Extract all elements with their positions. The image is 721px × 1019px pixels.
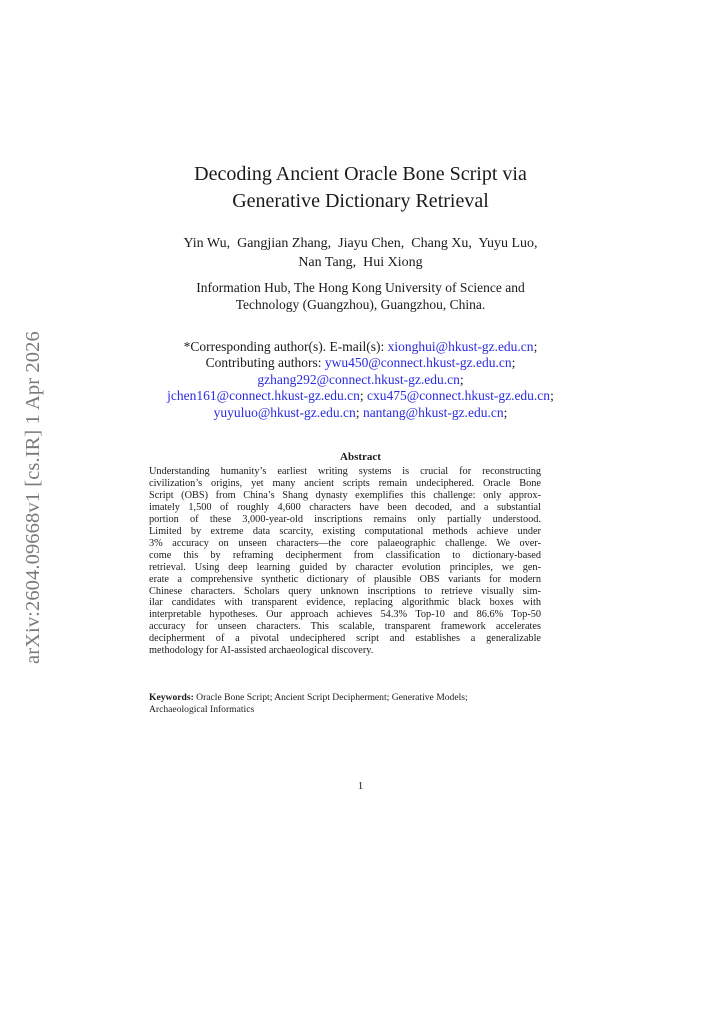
title-line-1: Decoding Ancient Oracle Bone Script via [194, 163, 527, 185]
email-separator: ; [503, 404, 508, 420]
contributing-line-2 [0, 372, 721, 388]
contributing-line-4 [0, 405, 721, 421]
email-link-ywu450[interactable]: ywu450@connect.hkust-gz.edu.cn [324, 355, 512, 371]
abstract-line: portion of these 3,000-year-old inscriptions remains only partially understood. [149, 513, 541, 525]
email-link-yuyuluo[interactable]: yuyuluo@hkust-gz.edu.cn [213, 404, 356, 420]
author-line-2: Nan Tang, Hui Xiong [298, 255, 423, 270]
abstract-line: retrieval. Using deep learning guided by character evolution principles, we gen- [149, 561, 541, 573]
email-separator: ; [511, 355, 516, 371]
email-link-jchen161[interactable]: jchen161@connect.hkust-gz.edu.cn [167, 388, 360, 404]
abstract-line: 3% accuracy on unseen characters—the core palaeographic challenge. We over- [149, 537, 541, 549]
affiliation [0, 279, 721, 313]
paper-title [0, 161, 721, 215]
email-separator: ; [359, 388, 364, 404]
author-list [0, 234, 721, 272]
abstract-line: ilar candidates with transparent evidence, replacing algorithmic black boxes with [149, 597, 541, 609]
contact-emails [0, 339, 721, 421]
page-number: 1 [357, 780, 364, 792]
corresponding-line [0, 339, 721, 355]
abstract-body [149, 466, 541, 657]
email-link-nantang[interactable]: nantang@hkust-gz.edu.cn [362, 404, 504, 420]
abstract-line: decipherment of a pivotal undeciphered script and establishes a generalizable [149, 633, 541, 645]
arxiv-identifier: arXiv:2604.09668v1 [cs.IR] 1 Apr 2026 [22, 331, 44, 665]
abstract-line: civilization’s origins, yet many ancient scripts remain undeciphered. Oracle Bone [149, 477, 541, 489]
contributing-label: Contributing authors: [205, 355, 325, 371]
abstract-heading: Abstract [340, 451, 381, 463]
affiliation-line-1: Information Hub, The Hong Kong University of Science and [196, 280, 525, 295]
abstract-line: come this by reframing decipherment from classification to dictionary-based [149, 549, 541, 561]
corresponding-email-link[interactable]: xionghui@hkust-gz.edu.cn [387, 339, 534, 354]
email-link-cxu475[interactable]: cxu475@connect.hkust-gz.edu.cn [367, 388, 551, 404]
affiliation-line-2: Technology (Guangzhou), Guangzhou, China. [235, 297, 486, 312]
abstract-line: Chinese characters. Scholars query unknown inscriptions to retrieve visually sim- [149, 585, 541, 597]
email-separator: ; [459, 371, 464, 387]
abstract-line: erate a comprehensive synthetic dictionary of plausible OBS variants for modern [149, 573, 541, 585]
abstract-line: Limited by extreme data scarcity, existing computational methods achieve under [149, 525, 541, 537]
keywords-label: Keywords: [149, 692, 194, 703]
abstract-line: Script (OBS) from China’s Shang dynasty exemplifies this challenge: only approx- [149, 489, 541, 501]
keywords-line-2: Archaeological Informatics [149, 703, 255, 715]
abstract-line: interpretable hypotheses. Our approach achieves 54.3% Top-10 and 86.6% Top-50 [149, 609, 541, 621]
contributing-line-3 [0, 388, 721, 404]
corresponding-suffix: ; [533, 339, 538, 354]
author-line-1: Yin Wu, Gangjian Zhang, Jiayu Chen, Chang Xu, Yuyu Luo, [183, 236, 538, 251]
abstract-line: Understanding humanity’s earliest writing systems is crucial for reconstructing [149, 466, 541, 477]
email-separator: ; [355, 404, 360, 420]
corresponding-label: *Corresponding author(s). E-mail(s): [183, 339, 388, 354]
abstract-line: imately 1,500 of roughly 4,600 characters have been decoded, and a substantial [149, 501, 541, 513]
email-separator: ; [550, 388, 554, 404]
keywords-text: Oracle Bone Script; Ancient Script Decipherment; Generative Models; [193, 692, 468, 703]
keywords-line-1 [149, 692, 541, 704]
abstract-line: accuracy for unseen characters. This scalable, transparent framework accelerates [149, 621, 541, 633]
keywords [149, 692, 541, 716]
contributing-line-1 [0, 355, 721, 371]
abstract-line: methodology for AI-assisted archaeological discovery. [149, 645, 374, 657]
title-line-2: Generative Dictionary Retrieval [232, 190, 489, 212]
email-link-gzhang292[interactable]: gzhang292@connect.hkust-gz.edu.cn [257, 371, 460, 387]
